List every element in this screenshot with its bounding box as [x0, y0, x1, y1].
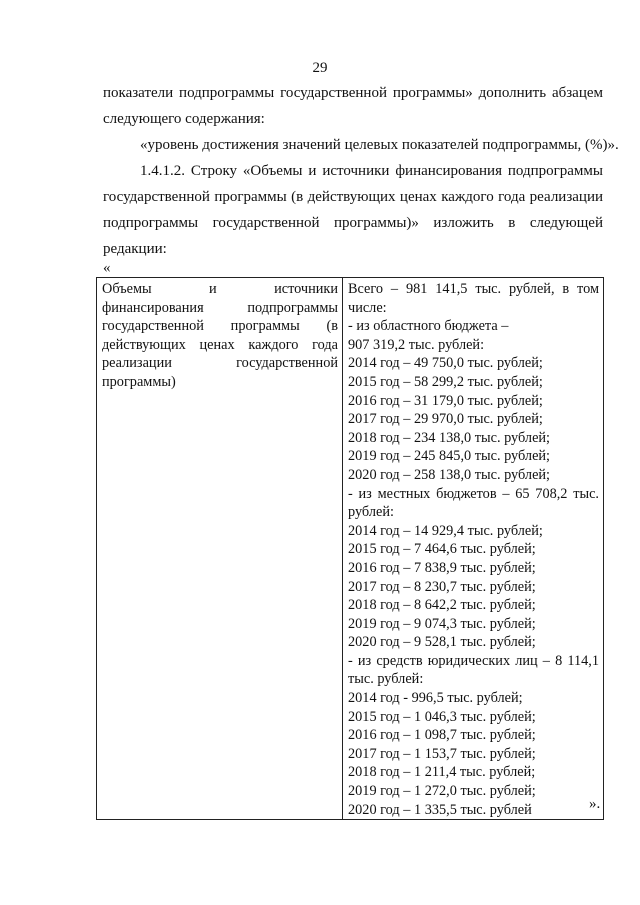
- table-cell-line: - из местных бюджетов – 65 708,2 тыс.: [348, 485, 599, 502]
- table-cell-line: 2014 год – 49 750,0 тыс. рублей;: [348, 355, 543, 372]
- table-cell-line: 2019 год – 9 074,3 тыс. рублей;: [348, 615, 536, 632]
- table-cell-line: финансирования подпрограммы: [102, 299, 338, 316]
- table-cell-line: - из средств юридических лиц – 8 114,1: [348, 652, 599, 669]
- table-cell-line: 2015 год – 1 046,3 тыс. рублей;: [348, 708, 536, 725]
- financing-row-label-cell: [97, 278, 343, 820]
- paragraph-new-indicator: [140, 132, 619, 158]
- financing-row-values-cell: [343, 278, 604, 820]
- table-cell-line: 2015 год – 58 299,2 тыс. рублей;: [348, 373, 543, 390]
- paragraph-amend-indicators: [103, 80, 603, 132]
- table-cell-line: государственной программы (в: [102, 318, 338, 335]
- table-cell-line: Объемы и источники: [102, 281, 338, 297]
- table-cell-line: 2016 год – 7 838,9 тыс. рублей;: [348, 559, 536, 576]
- table-cell-line: 2017 год – 1 153,7 тыс. рублей;: [348, 745, 536, 762]
- table-cell-line: 2020 год – 1 335,5 тыс. рублей: [348, 801, 532, 818]
- table-cell-line: рублей:: [348, 504, 394, 521]
- table-cell-line: 907 319,2 тыс. рублей:: [348, 336, 485, 353]
- table-cell-line: 2014 год - 996,5 тыс. рублей;: [348, 690, 523, 707]
- table-cell-line: 2020 год – 9 528,1 тыс. рублей;: [348, 634, 536, 651]
- closing-quote-mark: ».: [589, 796, 601, 812]
- table-cell-line: 2014 год – 14 929,4 тыс. рублей;: [348, 522, 543, 539]
- table-cell-line: 2015 год – 7 464,6 тыс. рублей;: [348, 541, 536, 558]
- table-cell-line: Всего – 981 141,5 тыс. рублей, в том: [348, 281, 599, 297]
- table-row: [97, 278, 604, 820]
- table-cell-line: 2020 год – 258 138,0 тыс. рублей;: [348, 466, 551, 483]
- table-cell-line: реализации государственной: [102, 355, 338, 372]
- opening-quote-mark: «: [103, 260, 111, 276]
- paragraph-line: подпрограммы государственной программы)» изложить в следующей: [103, 215, 603, 231]
- table-cell-line: 2018 год – 1 211,4 тыс. рублей;: [348, 764, 536, 781]
- financing-table: [96, 277, 604, 820]
- paragraph-line: редакции:: [103, 241, 167, 257]
- table-cell-line: 2016 год – 1 098,7 тыс. рублей;: [348, 727, 536, 744]
- table-cell-line: 2018 год – 234 138,0 тыс. рублей;: [348, 429, 551, 446]
- table-cell-line: 2019 год – 245 845,0 тыс. рублей;: [348, 448, 551, 465]
- table-cell-line: - из областного бюджета –: [348, 318, 509, 335]
- paragraph-item-1-4-1-2: [103, 158, 603, 262]
- table-cell-line: тыс. рублей:: [348, 671, 424, 688]
- table-cell-line: 2016 год – 31 179,0 тыс. рублей;: [348, 392, 543, 409]
- table-cell-line: числе:: [348, 299, 387, 316]
- page-number: 29: [312, 60, 328, 76]
- paragraph-line: показатели подпрограммы государственной программы» дополнить абзацем: [103, 85, 603, 101]
- paragraph-line: следующего содержания:: [103, 111, 265, 127]
- table-cell-line: программы): [102, 373, 176, 390]
- table-cell-line: 2018 год – 8 642,2 тыс. рублей;: [348, 597, 536, 614]
- paragraph-line: «уровень достижения значений целевых показателей подпрограммы, (%)».: [140, 137, 619, 153]
- table-cell-line: 2019 год – 1 272,0 тыс. рублей;: [348, 783, 536, 800]
- paragraph-line: государственной программы (в действующих ценах каждого года реализации: [103, 189, 603, 205]
- table-cell-line: 2017 год – 29 970,0 тыс. рублей;: [348, 411, 543, 428]
- paragraph-line: 1.4.1.2. Строку «Объемы и источники финансирования подпрограммы: [140, 163, 603, 179]
- table-cell-line: действующих ценах каждого года: [102, 336, 338, 353]
- table-cell-line: 2017 год – 8 230,7 тыс. рублей;: [348, 578, 536, 595]
